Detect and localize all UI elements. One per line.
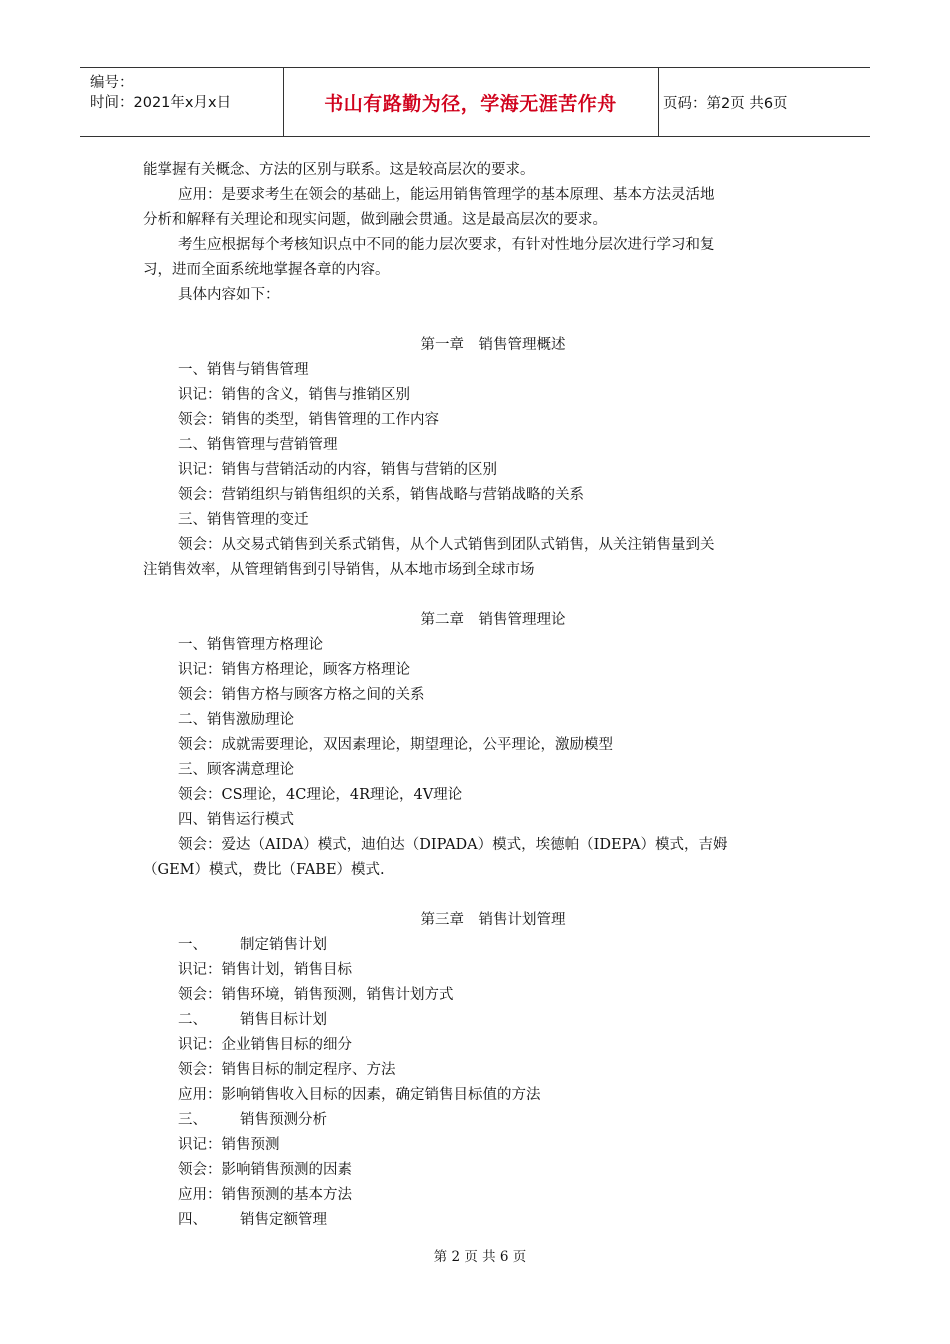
list-item: 识记：企业销售目标的细分 [178, 1037, 352, 1053]
list-item: 领会：营销组织与销售组织的关系，销售战略与营销战略的关系 [178, 487, 584, 503]
page-header [80, 67, 870, 137]
chapter-2-title: 第二章 销售管理理论 [420, 612, 566, 628]
section-text: 销售目标计划 [240, 1012, 327, 1028]
list-item: 应用：影响销售收入目标的因素，确定销售目标值的方法 [178, 1087, 541, 1103]
body-paragraph: 应用：是要求考生在领会的基础上，能运用销售管理学的基本原理、基本方法灵活地 [178, 187, 715, 203]
list-item: 应用：销售预测的基本方法 [178, 1187, 352, 1203]
list-item-continuation: （GEM）模式，费比（FABE）模式. [143, 862, 385, 878]
list-item: 领会：CS理论，4C理论，4R理论，4V理论 [178, 787, 463, 803]
header-meta [90, 73, 231, 113]
section-heading: 二、销售激励理论 [178, 712, 294, 728]
section-heading: 三、销售管理的变迁 [178, 512, 309, 528]
chapter-1-title: 第一章 销售管理概述 [420, 337, 566, 353]
list-item: 领会：销售的类型，销售管理的工作内容 [178, 412, 439, 428]
body-paragraph: 能掌握有关概念、方法的区别与联系。这是较高层次的要求。 [143, 162, 535, 178]
section-text: 销售定额管理 [240, 1212, 327, 1228]
header-page-label: 页码：第2页 共6页 [663, 95, 788, 112]
list-item: 识记：销售预测 [178, 1137, 280, 1153]
section-number: 一、 [178, 937, 207, 953]
list-item: 领会：销售方格与顾客方格之间的关系 [178, 687, 425, 703]
header-motto: 书山有路勤为径，学海无涯苦作舟 [324, 92, 617, 115]
list-item: 领会：成就需要理论，双因素理论，期望理论，公平理论，激励模型 [178, 737, 613, 753]
body-paragraph: 习，进而全面系统地掌握各章的内容。 [143, 262, 390, 278]
section-heading [143, 1208, 808, 1233]
list-item: 领会：影响销售预测的因素 [178, 1162, 352, 1178]
section-heading [143, 1008, 808, 1033]
section-heading: 一、销售与销售管理 [178, 362, 309, 378]
body-paragraph: 考生应根据每个考核知识点中不同的能力层次要求，有针对性地分层次进行学习和复 [178, 237, 715, 253]
list-item: 识记：销售的含义，销售与推销区别 [178, 387, 410, 403]
body-paragraph: 具体内容如下： [178, 287, 280, 303]
section-text: 销售预测分析 [240, 1112, 327, 1128]
list-item: 识记：销售计划，销售目标 [178, 962, 352, 978]
section-number: 二、 [178, 1012, 207, 1028]
document-date-label: 时间：2021年x月x日 [90, 95, 232, 111]
section-heading: 一、销售管理方格理论 [178, 637, 323, 653]
section-number: 四、 [178, 1212, 207, 1228]
section-heading [143, 1108, 808, 1133]
body-paragraph: 分析和解释有关理论和现实问题，做到融会贯通。这是最高层次的要求。 [143, 212, 607, 228]
section-heading: 二、销售管理与营销管理 [178, 437, 338, 453]
list-item: 领会：销售环境，销售预测，销售计划方式 [178, 987, 454, 1003]
section-number: 三、 [178, 1112, 207, 1128]
document-body [143, 158, 808, 1233]
section-text: 制定销售计划 [240, 937, 327, 953]
chapter-3-title: 第三章 销售计划管理 [420, 912, 566, 928]
list-item-continuation: 注销售效率，从管理销售到引导销售，从本地市场到全球市场 [143, 562, 535, 578]
list-item: 领会：从交易式销售到关系式销售，从个人式销售到团队式销售，从关注销售量到关 [178, 537, 715, 553]
section-heading [143, 933, 808, 958]
section-heading: 四、销售运行模式 [178, 812, 294, 828]
list-item: 识记：销售方格理论，顾客方格理论 [178, 662, 410, 678]
header-divider-right [658, 68, 659, 136]
document-number-label: 编号： [90, 75, 134, 91]
list-item: 识记：销售与营销活动的内容，销售与营销的区别 [178, 462, 497, 478]
page-footer: 第 2 页 共 6 页 [433, 1249, 527, 1265]
section-heading: 三、顾客满意理论 [178, 762, 294, 778]
list-item: 领会：爱达（AIDA）模式，迪伯达（DIPADA）模式，埃德帕（IDEPA）模式，吉姆 [178, 837, 728, 853]
list-item: 领会：销售目标的制定程序、方法 [178, 1062, 396, 1078]
